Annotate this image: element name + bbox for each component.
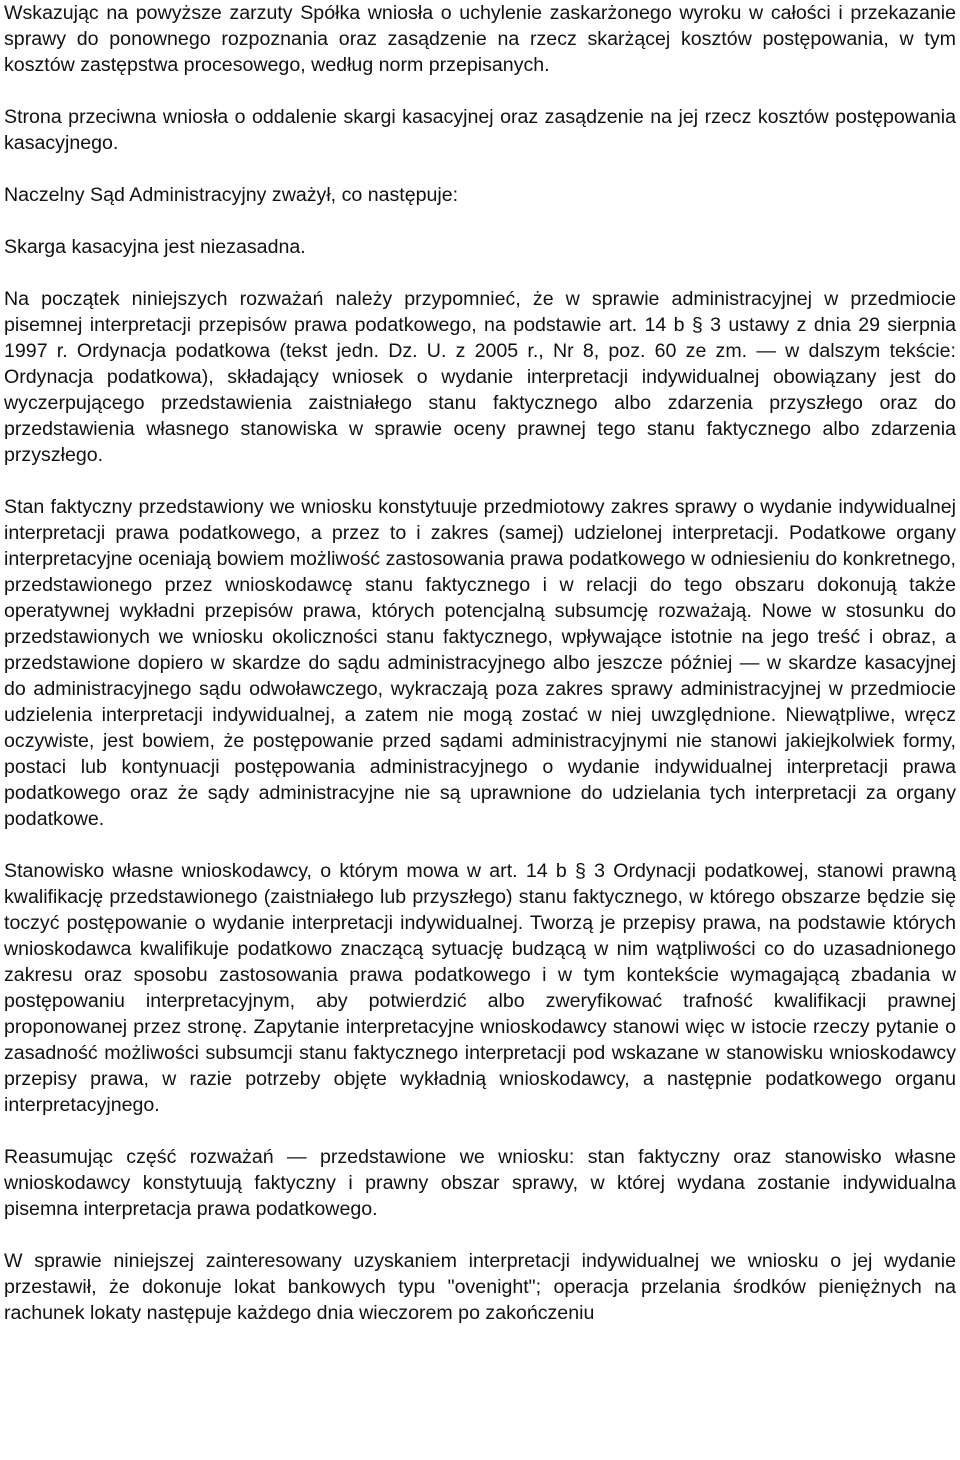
paragraph-summary: Reasumując część rozważań — przedstawione we wniosku: stan faktyczny oraz stanowisko własne wnioskodawcy konstytuują faktyczny i prawny obszar sprawy, w której wydana zostanie indywidualna pisemna interpretacja prawa podatkowego. — [4, 1146, 956, 1220]
paragraph-case-facts: W sprawie niniejszej zainteresowany uzyskaniem interpretacji indywidualnej we wniosku o jej wydanie przestawił, że dokonuje lokat bankowych typu "ovenight"; operacja przelania środków pieniężnych na rachunek lokaty następuje każdego dnia wieczorem po zakończeniu — [4, 1250, 956, 1324]
paragraph-own-position: Stanowisko własne wnioskodawcy, o którym mowa w art. 14 b § 3 Ordynacji podatkowej, stanowi prawną kwalifikację przedstawionego (zaistniałego lub przyszłego) stanu faktycznego, w którego obszarze będzie się toczyć postępowanie o wydanie interpretacji indywidualnej. Tworzą je przepisy prawa, na podstawie których wnioskodawca kwalifikuje podatkowo znaczącą sytuację budzącą w nim wątpliwości co do uzasadnionego zakresu oraz sposobu zastosowania prawa podatkowego i w tym kontekście wymagającą zbadania w postępowaniu interpretacyjnym, aby potwierdzić albo zweryfikować trafność kwalifikacji prawnej proponowanej przez stronę. Zapytanie interpretacyjne wnioskodawcy stanowi więc w istocie rzeczy pytanie o zasadność możliwości subsumcji stanu faktycznego interpretacji pod wskazane w stanowisku wnioskodawcy przepisy prawa, w razie potrzeby objęte wykładnią wnioskodawcy, a następnie podatkowego organu interpretacyjnego. — [4, 860, 956, 1116]
paragraph-court-considered: Naczelny Sąd Administracyjny zważył, co następuje: — [4, 184, 459, 206]
paragraph-opposing-party: Strona przeciwna wniosła o oddalenie skargi kasacyjnej oraz zasądzenie na jej rzecz kosztów postępowania kasacyjnego. — [4, 106, 956, 154]
paragraph-reminder: Na początek niniejszych rozważań należy przypomnieć, że w sprawie administracyjnej w przedmiocie pisemnej interpretacji przepisów prawa podatkowego, na podstawie art. 14 b § 3 ustawy z dnia 29 sierpnia 1997 r. Ordynacja podatkowa (tekst jedn. Dz. U. z 2005 r., Nr 8, poz. 60 ze zm. — w dalszym tekście: Ordynacja podatkowa), składający wniosek o wydanie interpretacji indywidualnej obowiązany jest do wyczerpującego przedstawienia zaistniałego stanu faktycznego albo zdarzenia przyszłego oraz do przedstawienia własnego stanowiska w sprawie oceny prawnej tego stanu faktycznego albo zdarzenia przyszłego. — [4, 288, 956, 466]
paragraph-verdict: Skarga kasacyjna jest niezasadna. — [4, 236, 306, 258]
document-page — [4, 0, 956, 1326]
paragraph-factual-state: Stan faktyczny przedstawiony we wniosku konstytuuje przedmiotowy zakres sprawy o wydanie indywidualnej interpretacji prawa podatkowego, a przez to i zakres (samej) udzielonej interpretacji. Podatkowe organy interpretacyjne oceniają bowiem możliwość zastosowania prawa podatkowego w odniesieniu do konkretnego, przedstawionego przez wnioskodawcę stanu faktycznego i w relacji do tego obszaru dokonują także operatywnej wykładni przepisów prawa, których potencjalną subsumcję rozważają. Nowe w stosunku do przedstawionych we wniosku okoliczności stanu faktycznego, wpływające istotnie na jego treść i obraz, a przedstawione dopiero w skardze do sądu administracyjnego albo jeszcze później — w skardze kasacyjnej do administracyjnego sądu odwoławczego, wykraczają poza zakres sprawy administracyjnej w przedmiocie udzielenia interpretacji indywidualnej, a zatem nie mogą zostać w niej uwzględnione. Niewątpliwe, wręcz oczywiste, jest bowiem, że postępowanie przed sądami administracyjnymi nie stanowi jakiejkolwiek formy, postaci lub kontynuacji postępowania administracyjnego o wydanie indywidualnej interpretacji prawa podatkowego oraz że sądy administracyjne nie są uprawnione do udzielania tych interpretacji za organy podatkowe. — [4, 496, 956, 830]
paragraph-cassation-request: Wskazując na powyższe zarzuty Spółka wniosła o uchylenie zaskarżonego wyroku w całości i przekazanie sprawy do ponownego rozpoznania oraz zasądzenie na rzecz skarżącej kosztów postępowania, w tym kosztów zastępstwa procesowego, według norm przepisanych. — [4, 2, 956, 76]
